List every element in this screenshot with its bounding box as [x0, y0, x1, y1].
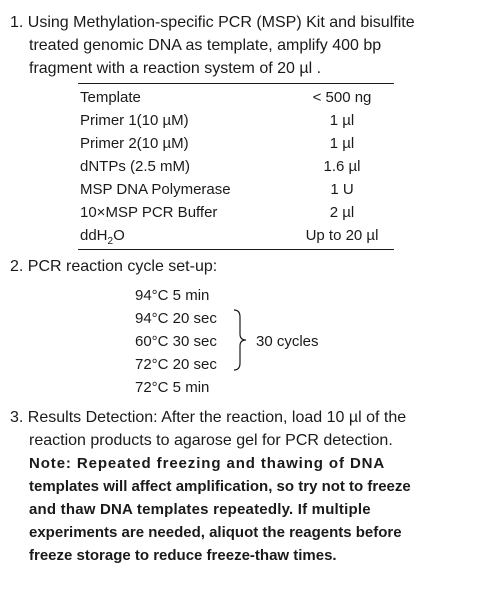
step1-line3: fragment with a reaction system of 20 µl . [29, 60, 322, 77]
cycle-step-2: 94°C 20 sec [135, 310, 217, 327]
amount-template: < 500 ng [312, 89, 372, 106]
cycle-brace-icon [231, 308, 251, 372]
step3-line1: 3. Results Detection: After the reaction, load 10 µl of the [10, 409, 407, 426]
cycle-step-1: 94°C 5 min [135, 287, 210, 304]
note-line2: templates will affect amplification, so try not to freeze [29, 478, 411, 495]
amount-polymerase: 1 U [330, 181, 354, 198]
step3-line2: reaction products to agarose gel for PCR detection. [29, 432, 393, 449]
component-primer2: Primer 2(10 µM) [80, 135, 189, 152]
cycle-step-4: 72°C 20 sec [135, 356, 217, 373]
repeat-label: 30 cycles [256, 333, 319, 350]
note-line4: experiments are needed, aliquot the reagents before [29, 524, 402, 541]
amount-primer1: 1 µl [329, 112, 355, 129]
amount-dntps: 1.6 µl [323, 158, 361, 175]
amount-primer2: 1 µl [329, 135, 355, 152]
water-prefix: ddH [80, 227, 108, 244]
component-water [80, 226, 125, 251]
component-polymerase: MSP DNA Polymerase [80, 181, 231, 198]
note-line1: Note: Repeated freezing and thawing of DNA [29, 455, 386, 472]
table-bottom-rule [78, 249, 394, 250]
cycle-step-5: 72°C 5 min [135, 379, 210, 396]
amount-buffer: 2 µl [329, 204, 355, 221]
note-line5: freeze storage to reduce freeze-thaw times. [29, 547, 337, 564]
amount-water: Up to 20 µl [305, 227, 379, 244]
component-primer1: Primer 1(10 µM) [80, 112, 189, 129]
component-buffer: 10×MSP PCR Buffer [80, 204, 218, 221]
water-subscript: 2 [107, 236, 114, 247]
step2-heading: 2. PCR reaction cycle set-up: [10, 258, 218, 275]
component-dntps: dNTPs (2.5 mM) [80, 158, 191, 175]
water-suffix: O [113, 227, 125, 244]
step1-line1: 1. Using Methylation-specific PCR (MSP) Kit and bisulfite [10, 14, 415, 31]
step1-line2: treated genomic DNA as template, amplify 400 bp [29, 37, 382, 54]
note-line3: and thaw DNA templates repeatedly. If multiple [29, 501, 371, 518]
table-top-rule [78, 83, 394, 84]
cycle-step-3: 60°C 30 sec [135, 333, 217, 350]
component-template: Template [80, 89, 141, 106]
